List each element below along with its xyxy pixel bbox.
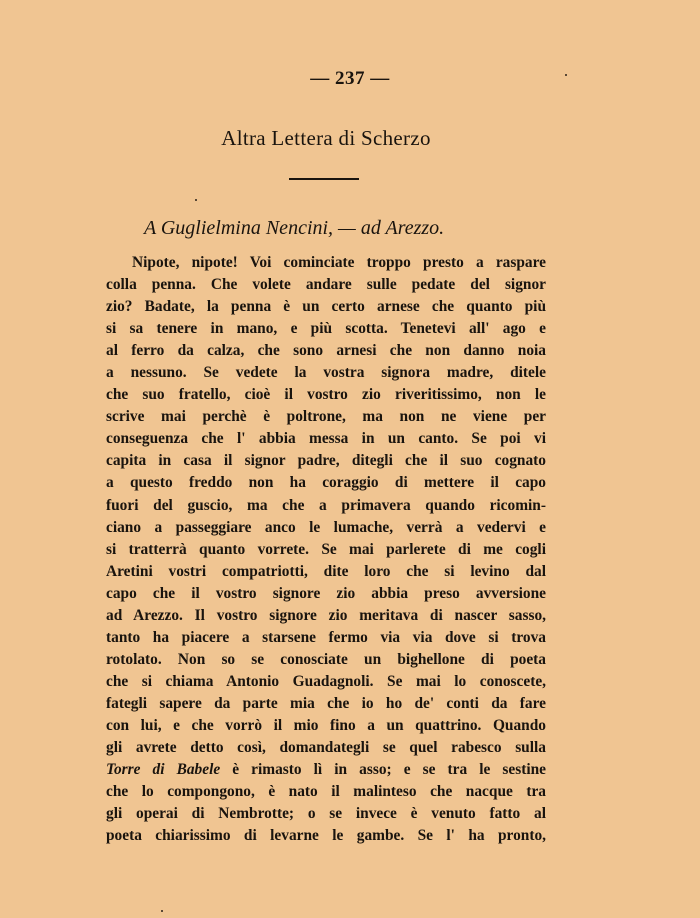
- italic-title: Torre di Babele: [106, 761, 221, 779]
- text-line: zio? Badate, la penna è un certo arnese che quanto più: [106, 298, 546, 316]
- text-line: che suo fratello, cioè il vostro zio riveritissimo, non le: [106, 386, 546, 404]
- text-line: ad Arezzo. Il vostro signore zio meritava di nascer sasso,: [106, 606, 546, 624]
- letter-title: Altra Lettera di Scherzo: [221, 126, 431, 150]
- text-line: capo che il vostro signore zio abbia preso avversione: [106, 584, 546, 602]
- text-line: gli operai di Nembrotte; o se invece è venuto fatto al: [106, 805, 546, 823]
- text-line: Nipote, nipote! Voi cominciate troppo presto a raspare: [132, 254, 546, 271]
- text-line: colla penna. Che volete andare sulle pedate del signor: [106, 276, 546, 294]
- text-line: rotolato. Non so se conosciate un bighellone di poeta: [106, 650, 546, 668]
- text-line: al ferro da calza, che sono arnesi che non danno noia: [106, 342, 546, 360]
- title-rule: [289, 178, 359, 180]
- letter-body: [106, 252, 546, 847]
- text-line: che lo compongono, è nato il malinteso che nacque tra: [106, 783, 546, 801]
- text-line: Aretini vostri compatriotti, dite loro che si levino dal: [106, 562, 546, 580]
- text-line: fategli sapere da parte mia che io ho de' conti da fare: [106, 694, 546, 712]
- text-line: si sa tenere in mano, e più scotta. Tenetevi all' ago e: [106, 320, 546, 338]
- page-number: — 237 —: [310, 68, 390, 89]
- salutation: A Guglielmina Nencini, — ad Arezzo.: [144, 217, 445, 239]
- margin-speck: [161, 910, 163, 912]
- margin-speck: [565, 74, 567, 76]
- text-line: a nessuno. Se vedete la vostra signora madre, ditele: [106, 364, 546, 382]
- text-line: ciano a passeggiare anco le lumache, verrà a vedervi e: [106, 518, 546, 536]
- margin-speck: [195, 199, 197, 201]
- text-line: conseguenza che l' abbia messa in un canto. Se poi vi: [106, 430, 546, 448]
- text-line: scrive mai perchè è poltrone, ma non ne viene per: [106, 408, 546, 426]
- text-line: gli avrete detto così, domandategli se quel rabesco sulla: [106, 739, 546, 757]
- text-line: con lui, e che vorrò il mio fino a un quattrino. Quando: [106, 716, 546, 734]
- text-line: a questo freddo non ha coraggio di mettere il capo: [106, 474, 546, 492]
- text-line: si tratterrà quanto vorrete. Se mai parlerete di me cogli: [106, 540, 546, 558]
- text-line: tanto ha piacere a starsene fermo via via dove si trova: [106, 628, 546, 646]
- text-line: fuori del guscio, ma che a primavera quando ricomin-: [106, 496, 546, 514]
- text-line-rest: è rimasto lì in asso; e se tra le sestine: [220, 761, 546, 779]
- text-line: poeta chiarissimo di levarne le gambe. Se l' ha pronto,: [106, 827, 546, 845]
- text-line: capita in casa il signor padre, ditegli che il suo cognato: [106, 452, 546, 470]
- text-line: [106, 759, 546, 781]
- text-line: che si chiama Antonio Guadagnoli. Se mai lo conoscete,: [106, 672, 546, 690]
